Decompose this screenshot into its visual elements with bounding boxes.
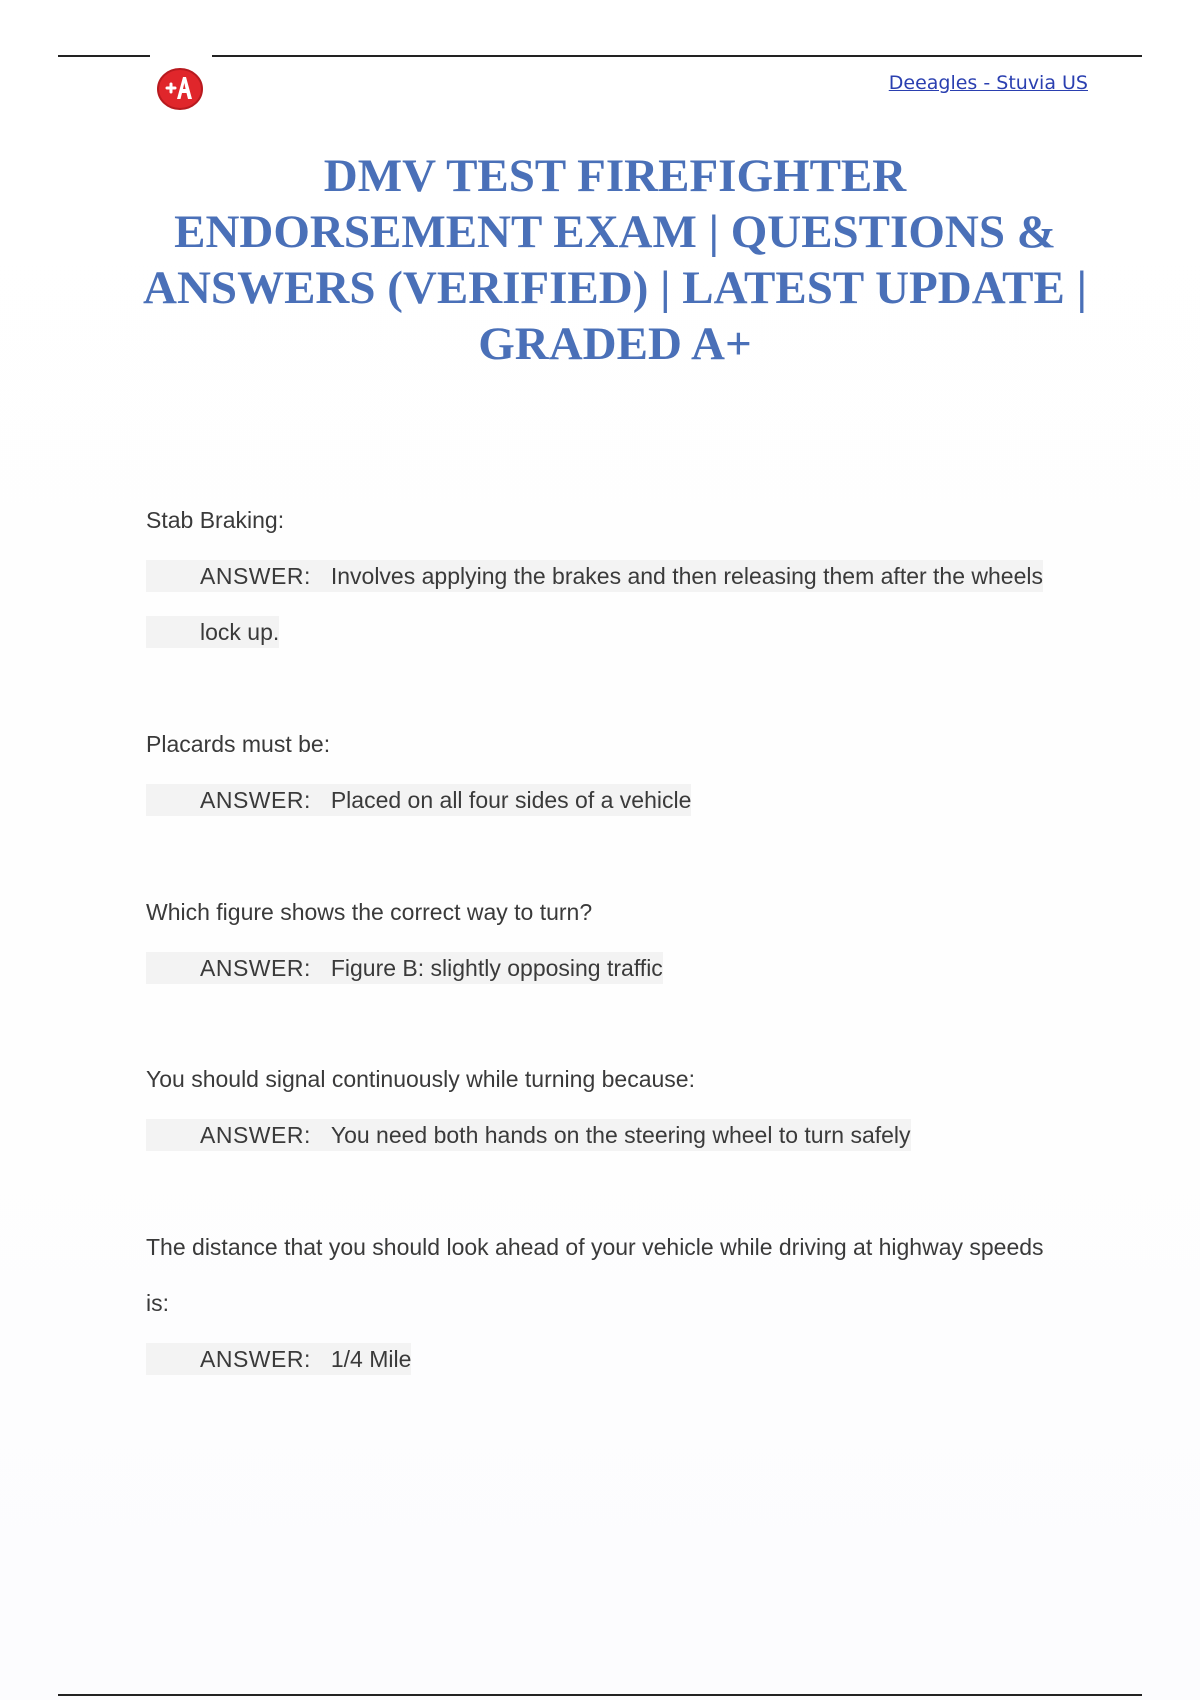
qa-item: [146, 884, 1086, 996]
answer-block: [146, 940, 1086, 996]
answer-label: ANSWER:: [200, 563, 311, 589]
qa-item: [146, 716, 1086, 828]
question-text: You should signal continuously while turning because:: [146, 1066, 695, 1092]
qa-item: [146, 492, 1086, 660]
answer-label: ANSWER:: [200, 955, 311, 981]
answer-text: Figure B: slightly opposing traffic: [330, 955, 663, 981]
answer-text: Placed on all four sides of a vehicle: [330, 787, 692, 813]
answer-label: ANSWER:: [200, 1346, 311, 1372]
stuvia-logo-icon: [150, 63, 206, 113]
qa-item: [146, 1219, 1046, 1387]
header-rule-right: [212, 55, 1142, 57]
header-source-link[interactable]: Deeagles - Stuvia US: [888, 72, 1088, 94]
answer-block: [146, 548, 1086, 660]
answer-label: ANSWER:: [200, 787, 311, 813]
answer-text: Involves applying the brakes and then releasing them after the wheels lock up.: [200, 563, 1044, 645]
footer-rule: [58, 1694, 1142, 1696]
answer-block: [146, 1107, 1086, 1163]
answer-block: [146, 772, 1086, 828]
answer-text: You need both hands on the steering wheel to turn safely: [330, 1122, 911, 1148]
header-rule-left: [58, 55, 150, 57]
qa-item: [146, 1051, 1086, 1163]
answer-label: ANSWER:: [200, 1122, 311, 1148]
question-text: Stab Braking:: [146, 507, 285, 533]
question-text: Placards must be:: [146, 731, 331, 757]
question-text: The distance that you should look ahead of your vehicle while driving at highway speeds is:: [146, 1234, 1044, 1316]
page-title: DMV TEST FIREFIGHTER ENDORSEMENT EXAM | QUESTIONS & ANSWERS (VERIFIED) | LATEST UPDATE | GRADED A+: [143, 150, 1087, 370]
question-text: Which figure shows the correct way to turn?: [146, 899, 593, 925]
answer-text: 1/4 Mile: [330, 1346, 412, 1372]
answer-block: [146, 1331, 1046, 1387]
